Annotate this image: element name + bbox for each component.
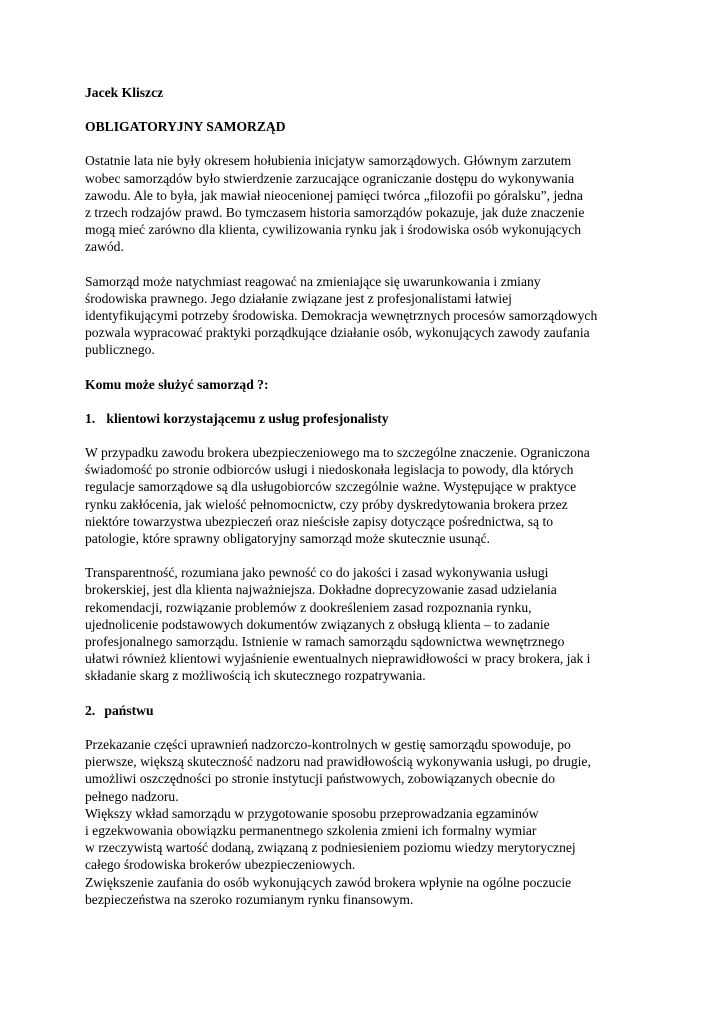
section-2-paragraph-1 xyxy=(85,736,655,805)
text-line: rynku zakłócenia, jak wielość pełnomocnictw, czy próby dyskredytowania brokera przez xyxy=(85,496,568,512)
text-line: identyfikującymi potrzeby środowiska. Demokracja wewnętrznych procesów samorządowych xyxy=(85,308,598,324)
text-line: regulacje samorządowe są dla usługobiorców szczególnie ważne. Występujące w praktyce xyxy=(85,479,577,495)
text-line: rekomendacji, rozwiązanie problemów z dookreśleniem zasad rozpoznania rynku, xyxy=(85,599,532,615)
intro-paragraph-1 xyxy=(85,152,655,255)
text-line: zawód. xyxy=(85,239,124,255)
text-line: zawodu. Ale to była, jak mawiał nieocenionej pamięci twórca „filozofii po góralsku”, jedna xyxy=(85,187,583,203)
section-1-number: 1. xyxy=(85,410,96,426)
question-heading: Komu może służyć samorząd ?: xyxy=(85,376,269,392)
section-1-paragraph-1 xyxy=(85,444,655,547)
section-2-title: państwu xyxy=(104,702,154,718)
section-1-paragraph-2 xyxy=(85,564,655,684)
text-line: bezpieczeństwa na szeroko rozumianym rynku finansowym. xyxy=(85,891,414,907)
section-1-title: klientowi korzystającemu z usług profesjonalisty xyxy=(106,410,389,426)
section-2-paragraph-3 xyxy=(85,874,655,908)
text-line: środowiska prawnego. Jego działanie związane jest z profesjonalistami łatwiej xyxy=(85,290,512,306)
text-line: i egzekwowania obowiązku permanentnego szkolenia zmieni ich formalny wymiar xyxy=(85,822,537,838)
text-line: Ostatnie lata nie były okresem hołubienia inicjatyw samorządowych. Głównym zarzutem xyxy=(85,153,572,169)
section-2-paragraph-2 xyxy=(85,805,655,874)
text-line: mogą mieć zarówno dla klienta, cywilizowania rynku jak i środowiska osób wykonujących xyxy=(85,222,582,238)
text-line: Transparentność, rozumiana jako pewność co do jakości i zasad wykonywania usługi xyxy=(85,565,549,581)
document-page xyxy=(85,84,655,908)
section-1-heading xyxy=(85,410,655,427)
text-line: wobec samorządów było stwierdzenie zarzucające ograniczanie dostępu do wykonywania xyxy=(85,170,575,186)
text-line: Zwiększenie zaufania do osób wykonujących zawód brokera wpłynie na ogólne poczucie xyxy=(85,874,572,890)
text-line: pozwala wypracować praktyki porządkujące działanie osób, wykonujących zawody zaufania xyxy=(85,325,590,341)
text-line: świadomość po stronie odbiorców usługi i niedoskonała legislacja to powody, dla których xyxy=(85,462,574,478)
text-line: umożliwi oszczędności po stronie instytucji państwowych, zobowiązanych obecnie do xyxy=(85,771,555,787)
section-2-heading xyxy=(85,702,655,719)
text-line: pełnego nadzoru. xyxy=(85,788,179,804)
text-line: z trzech rodzajów prawd. Bo tymczasem historia samorządów pokazuje, jak duże znaczenie xyxy=(85,205,585,221)
text-line: w rzeczywistą wartość dodaną, związaną z podniesieniem poziomu wiedzy merytorycznej xyxy=(85,840,576,856)
text-line: Większy wkład samorządu w przygotowanie sposobu przeprowadzania egzaminów xyxy=(85,805,539,821)
text-line: całego środowiska brokerów ubezpieczeniowych. xyxy=(85,857,356,873)
text-line: niektóre towarzystwa ubezpieczeń oraz nieścisłe zapisy dotyczące pośrednictwa, są to xyxy=(85,513,554,529)
document-title: OBLIGATORYJNY SAMORZĄD xyxy=(85,119,286,135)
text-line: brokerskiej, jest dla klienta najważniejsza. Dokładne doprecyzowanie zasad udzielania xyxy=(85,582,557,598)
text-line: publicznego. xyxy=(85,342,155,358)
text-line: patologie, które sprawny obligatoryjny samorząd może skutecznie usunąć. xyxy=(85,531,491,547)
author-name: Jacek Kliszcz xyxy=(85,85,164,100)
text-line: ujednolicenie podstawowych dokumentów związanych z obsługą klienta – to zadanie xyxy=(85,616,550,632)
text-line: ułatwi również klientowi wyjaśnienie ewentualnych nieprawidłowości w pracy brokera, jak i xyxy=(85,651,591,667)
intro-paragraph-2 xyxy=(85,273,655,359)
text-line: Przekazanie części uprawnień nadzorczo-kontrolnych w gestię samorządu spowoduje, po xyxy=(85,736,571,752)
section-2-number: 2. xyxy=(85,702,96,718)
text-line: składanie skarg z możliwością ich skutecznego rozpatrywania. xyxy=(85,668,426,684)
text-line: W przypadku zawodu brokera ubezpieczeniowego ma to szczególne znaczenie. Ograniczona xyxy=(85,445,590,461)
text-line: Samorząd może natychmiast reagować na zmieniające się uwarunkowania i zmiany xyxy=(85,273,541,289)
text-line: pierwsze, większą skuteczność nadzoru nad prawidłowością wykonywania usługi, po drugie, xyxy=(85,754,591,770)
text-line: profesjonalnego samorządu. Istnienie w ramach samorządu sądownictwa wewnętrznego xyxy=(85,634,565,650)
